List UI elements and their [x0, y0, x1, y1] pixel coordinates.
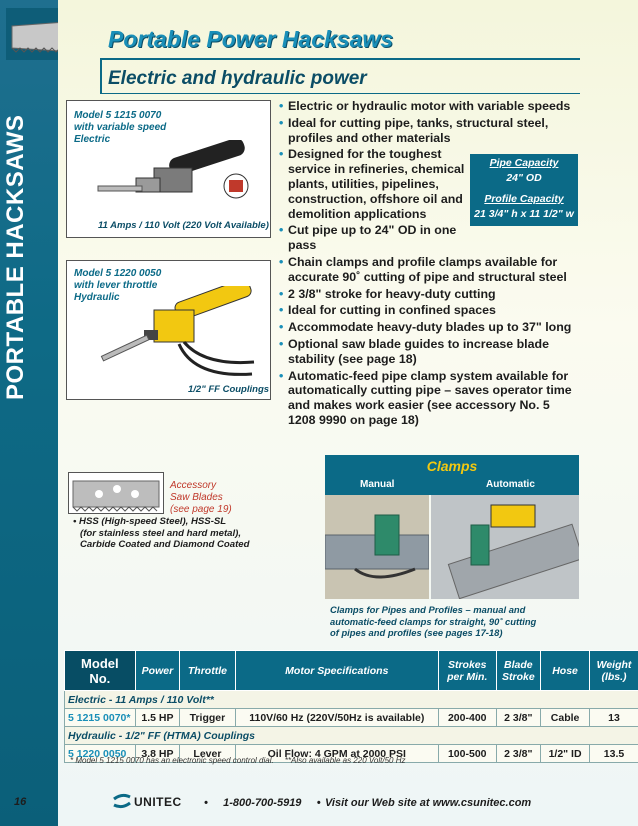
col-power: Power — [135, 651, 180, 691]
model2-label: Model 5 1220 0050 with lever throttle Hydraulic — [74, 268, 162, 303]
saw-blade-image — [68, 472, 164, 514]
divider — [100, 93, 580, 94]
col-hose: Hose — [541, 651, 590, 691]
accessory-text: • HSS (High-speed Steel), HSS-SL (for stainless steel and hard metal), Carbide Coated and Diamond Coated — [73, 516, 250, 550]
side-title: PORTABLE HACKSAWS — [2, 114, 29, 400]
col-weight: Weight (lbs.) — [590, 651, 638, 691]
list-item: • Chain clamps and profile clamps available for accurate 90˚ cutting of pipe and structural steel — [279, 255, 579, 285]
feature-list — [279, 99, 579, 430]
list-item: • Optional saw blade guides to increase blade stability (see page 18) — [279, 337, 579, 367]
hydraulic-hacksaw-image — [84, 286, 264, 386]
page-title: Portable Power Hacksaws — [108, 26, 394, 52]
electric-hacksaw-image — [96, 140, 266, 222]
model2-caption: 1/2" FF Couplings — [188, 384, 270, 395]
table-group-row: Electric - 11 Amps / 110 Volt** — [65, 691, 638, 709]
col-strokes: Strokes per Min. — [438, 651, 496, 691]
brand-name: UNITEC — [134, 795, 182, 809]
col-model: Model No. — [65, 651, 136, 691]
automatic-clamp-photo — [431, 495, 579, 599]
list-item: • Designed for the toughest service in refineries, chemical plants, utilities, pipelines, construction, offshore oil and demolition applications — [279, 147, 473, 221]
model1-caption: 11 Amps / 110 Volt (220 Volt Available) — [98, 220, 269, 231]
spec-table — [64, 650, 638, 763]
table-header-row — [65, 651, 638, 691]
clamps-title: Clamps — [426, 458, 478, 474]
capacity-box — [470, 154, 578, 226]
website-link[interactable]: Visit our Web site at www.csunitec.com — [325, 797, 532, 809]
saw-blade-icon — [69, 473, 163, 513]
list-item: • Automatic-feed pipe clamp system available for automatically cutting pipe – saves operator time and makes work easier (see accessory No. 5 1208 9990 on page 18) — [279, 369, 579, 428]
page-number: 16 — [14, 796, 27, 808]
clamps-header — [325, 455, 579, 495]
list-item: • Cut pipe up to 24" OD in one pass — [279, 223, 473, 253]
clamps-caption: Clamps for Pipes and Profiles – manual and automatic-feed clamps for straight, 90˚ cutting of pipes and profiles (see pages 17-18) — [330, 604, 537, 638]
profile-capacity-value: 21 3/4" h x 11 1/2" w — [474, 208, 574, 220]
pipe-capacity-label: Pipe Capacity — [489, 157, 559, 169]
list-item: • Electric or hydraulic motor with variable speeds — [279, 99, 579, 114]
manual-clamp-photo — [325, 495, 429, 599]
col-motor: Motor Specifications — [235, 651, 438, 691]
unitec-logo-icon — [112, 793, 132, 809]
model1-label: Model 5 1215 0070 with variable speed Electric — [74, 110, 167, 145]
phone-number: • 1-800-700-5919 • — [204, 797, 321, 809]
clamps-manual-label: Manual — [360, 479, 395, 490]
col-blade: Blade Stroke — [496, 651, 541, 691]
table-group-row: Hydraulic - 1/2" FF (HTMA) Couplings — [65, 727, 638, 745]
accessory-label: Accessory Saw Blades (see page 19) — [170, 480, 232, 515]
table-row: 5 1220 0050 3.8 HP Lever Oil Flow: 4 GPM at 2000 PSI 100-500 2 3/8" 1/2" ID 13.5 — [65, 745, 638, 763]
divider — [100, 58, 580, 60]
clamps-automatic-label: Automatic — [486, 479, 535, 490]
page-subtitle: Electric and hydraulic power — [108, 68, 367, 89]
list-item: • Accommodate heavy-duty blades up to 37" long — [279, 320, 579, 335]
list-item: • 2 3/8" stroke for heavy-duty cutting — [279, 287, 579, 302]
table-footnote: * Model 5 1215 0070 has an electronic speed control dial. **Also available as 220 Volt/50 Hz — [70, 756, 406, 765]
table-row: 5 1215 0070* 1.5 HP Trigger 110V/60 Hz (220V/50Hz is available) 200-400 2 3/8" Cable 13 — [65, 709, 638, 727]
profile-capacity-label: Profile Capacity — [484, 193, 564, 205]
col-throttle: Throttle — [180, 651, 235, 691]
list-item: • Ideal for cutting pipe, tanks, structural steel, profiles and other materials — [279, 116, 579, 146]
list-item: • Ideal for cutting in confined spaces — [279, 303, 579, 318]
pipe-capacity-value: 24" OD — [506, 172, 542, 184]
divider — [100, 60, 102, 94]
